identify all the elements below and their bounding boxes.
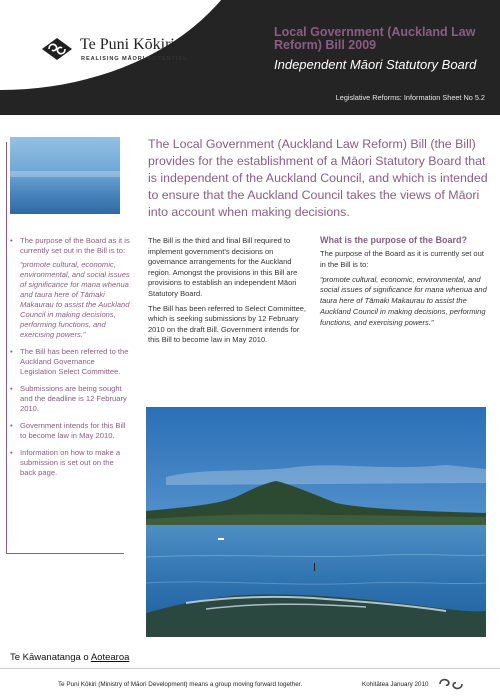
intro-paragraph: The Local Government (Auckland Law Reform) Bill (the Bill) provides for the establishment of a Māori Statutory Board that is independent of the Auckland Council, and which is intended to ensure that the Auckland Council takes the views of Māori into account when making decisions. xyxy=(148,137,488,219)
information-sheet-label: Legislative Reforms: Information Sheet No 5.2 xyxy=(335,93,485,102)
publication-date: Kohitātea January 2010 xyxy=(362,681,429,688)
body-left-column xyxy=(148,236,308,350)
harbour-landscape-image xyxy=(146,407,486,637)
sidebar-point-text: Information on how to make a submission is set out on the back page. xyxy=(20,448,121,477)
sidebar-point-how-to-submit xyxy=(10,448,130,478)
brand-name: Te Puni Kōkiri xyxy=(80,36,175,53)
sidebar-point-referral xyxy=(10,347,130,377)
sidebar-point-text: Submissions are being sought and the deadline is 12 February 2010. xyxy=(20,384,127,413)
brand-tagline: REALISING MĀORI POTENTIAL xyxy=(81,56,188,62)
sidebar-divider xyxy=(6,142,7,554)
sidebar-purpose-quote: “promote cultural, economic, environmental, and social issues of significance for mana whenua and taura here of Tāmaki Makaurau to assist the Auckland Council in making decisions, performing functions, and exercising powers.” xyxy=(20,260,130,339)
sidebar-bottom-divider xyxy=(6,553,124,554)
sidebar-point-text: The purpose of the Board as it is currently set out in the Bill is to: xyxy=(20,236,130,255)
footer-tagline: Te Puni Kōkiri (Ministry of Māori Development) means a group moving forward together. xyxy=(58,681,303,688)
footer-divider xyxy=(0,668,500,669)
rangitoto-island-photo xyxy=(146,407,486,637)
page-title: Local Government (Auckland Law Reform) Bill 2009 xyxy=(274,25,476,52)
page-subtitle: Independent Māori Statutory Board xyxy=(274,57,477,72)
sidebar-point-law-date xyxy=(10,421,130,441)
government-brand-suffix: Aotearoa xyxy=(90,652,130,663)
sidebar-point-text: Government intends for this Bill to become law in May 2010. xyxy=(20,421,126,440)
government-brand xyxy=(10,652,129,663)
purpose-quote: “promote cultural, economic, environmental, and social issues of significance for mana whenua and taura here of Tāmaki Makaurau to assist the Auckland Council in making decisions, performing functions, and exercising powers.” xyxy=(320,274,487,327)
masthead xyxy=(0,0,500,115)
sidebar-point-text: The Bill has been referred to the Auckland Governance Legislation Select Committee. xyxy=(20,347,129,376)
brand-logo xyxy=(40,34,200,68)
sidebar-key-points xyxy=(10,236,130,485)
purpose-heading: What is the purpose of the Board? xyxy=(320,235,468,245)
purpose-text: The purpose of the Board as it is currently set out in the Bill is to: xyxy=(320,249,484,269)
government-brand-prefix: Te Kāwanatanga o xyxy=(10,652,91,663)
koru-footer-icon xyxy=(438,676,464,692)
body-paragraph: The Bill is the third and final Bill required to implement government’s decisions on governance arrangements for the Auckland region. Amongst the provisions in this Bill are provisions to establish an independent Māori Statutory Board. xyxy=(148,236,298,298)
body-right-column xyxy=(320,235,488,329)
body-paragraph: The Bill has been referred to Select Committee, which is seeking submissions by 12 February 2010 on the draft Bill. Government intends for this Bill to become law in May 2010. xyxy=(148,303,306,345)
sidebar-sea-photo xyxy=(10,137,120,214)
sidebar-point-purpose xyxy=(10,236,130,340)
sidebar-point-submissions xyxy=(10,384,130,414)
koru-logo-icon xyxy=(40,36,74,62)
